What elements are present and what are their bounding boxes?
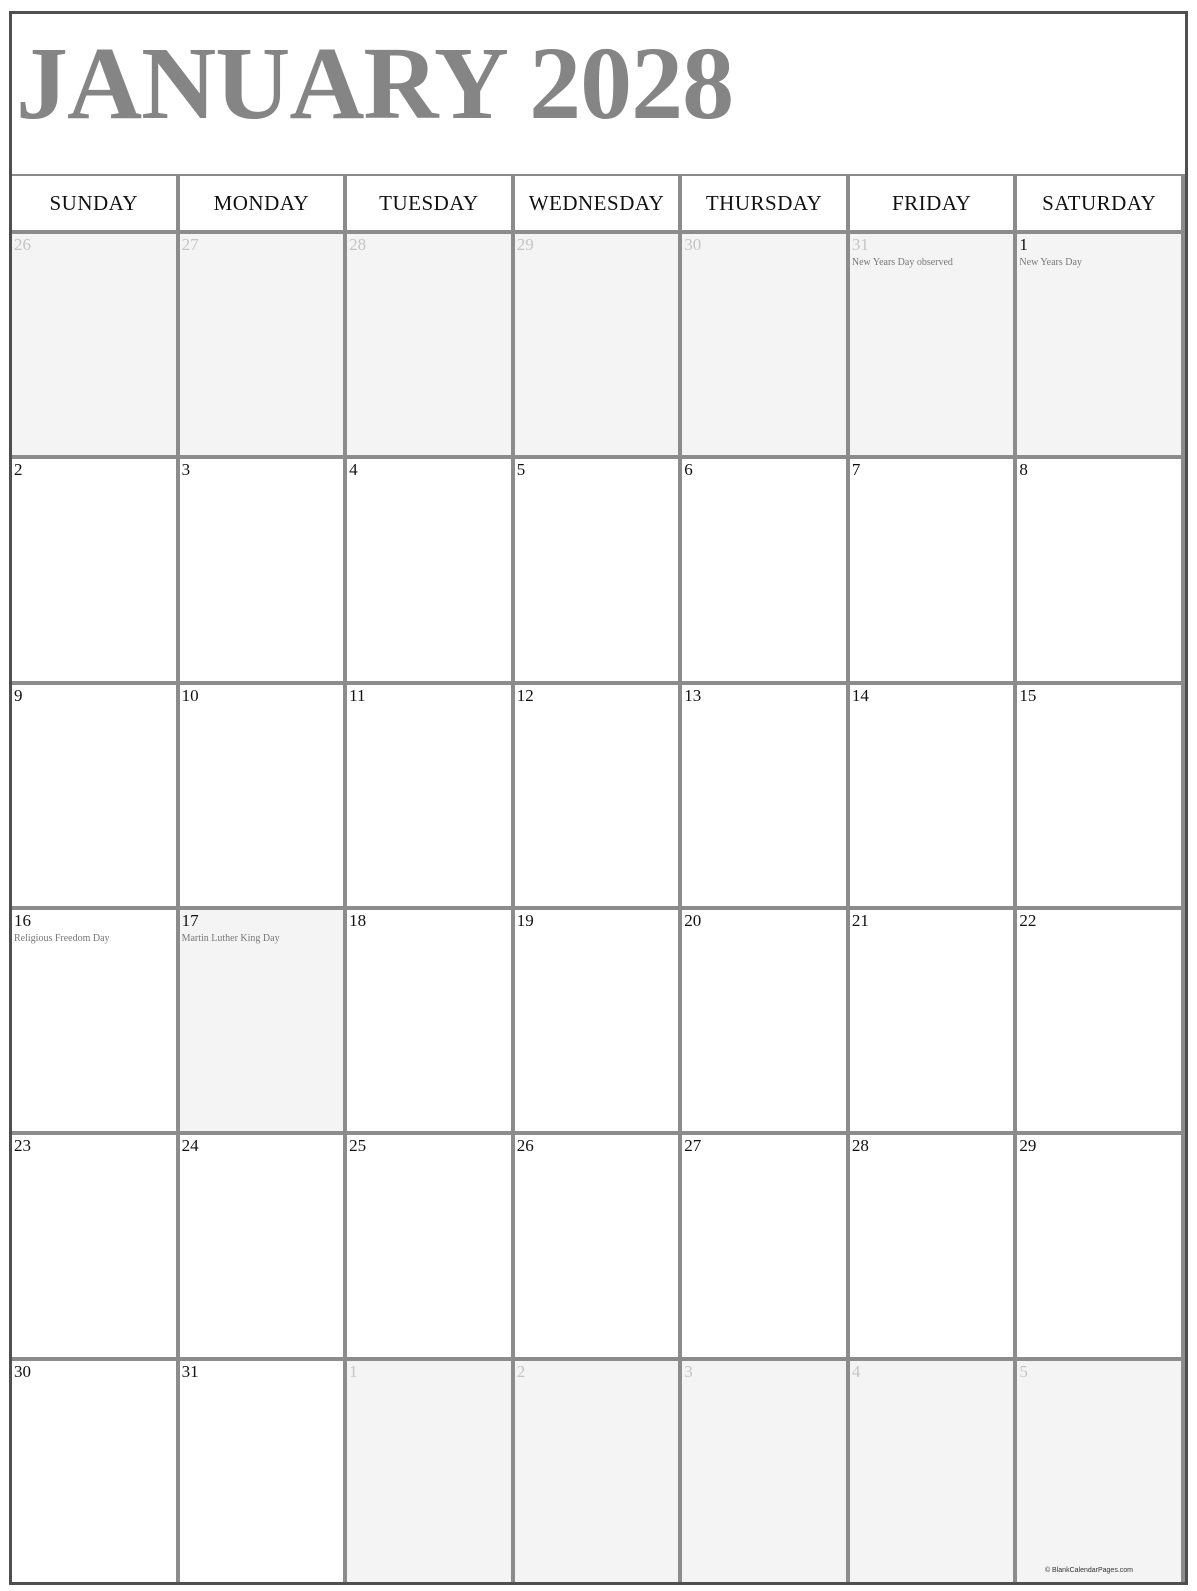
day-number: 13	[684, 685, 702, 705]
day-cell	[180, 1361, 344, 1582]
adjacent-month-day-cell	[682, 1361, 846, 1582]
day-cell	[850, 459, 1014, 680]
day-number: 28	[851, 1136, 869, 1156]
adjacent-month-day-cell	[12, 234, 176, 455]
day-number: 3	[684, 1361, 693, 1381]
day-number: 26	[14, 235, 31, 254]
month-title: JANUARY 2028	[16, 26, 734, 141]
day-number: 14	[851, 685, 869, 705]
day-number: 24	[181, 1136, 199, 1156]
day-cell	[180, 910, 344, 1131]
adjacent-month-day-cell	[850, 1361, 1014, 1582]
day-number: 5	[516, 460, 526, 480]
day-number: 29	[1019, 1136, 1037, 1156]
day-number: 2	[14, 460, 23, 480]
day-number: 18	[349, 910, 367, 930]
day-number: 1	[349, 1361, 358, 1381]
day-number: 17	[181, 910, 199, 930]
weekday-header-thursday: THURSDAY	[682, 176, 846, 230]
day-cell	[180, 1135, 344, 1356]
holiday-label: New Years Day observed	[851, 257, 953, 268]
day-number: 30	[14, 1361, 31, 1381]
day-number: 31	[851, 235, 869, 254]
day-number: 4	[851, 1361, 861, 1381]
day-cell	[682, 1135, 846, 1356]
day-number: 11	[349, 685, 366, 705]
day-number: 8	[1019, 460, 1028, 480]
day-cell	[1017, 685, 1181, 906]
day-number: 27	[181, 235, 199, 254]
day-cell	[682, 459, 846, 680]
holiday-label: Martin Luther King Day	[181, 932, 280, 944]
day-number: 2	[516, 1361, 526, 1381]
adjacent-month-day-cell	[180, 234, 344, 455]
day-number: 5	[1019, 1361, 1028, 1381]
day-number: 16	[14, 910, 31, 930]
day-number: 28	[349, 235, 367, 254]
calendar-grid	[12, 176, 1185, 1582]
day-number: 9	[14, 685, 23, 705]
day-cell	[682, 910, 846, 1131]
day-cell	[12, 459, 176, 680]
adjacent-month-day-cell	[347, 1361, 511, 1582]
day-number: 10	[181, 685, 199, 705]
adjacent-month-day-cell	[1017, 1361, 1181, 1582]
day-cell	[347, 1135, 511, 1356]
day-cell	[515, 459, 679, 680]
day-cell	[1017, 1135, 1181, 1356]
weekday-header-sunday: SUNDAY	[12, 176, 176, 230]
weekday-header-tuesday: TUESDAY	[347, 176, 511, 230]
day-number: 27	[684, 1136, 702, 1156]
day-number: 20	[684, 910, 702, 930]
day-cell	[515, 910, 679, 1131]
day-cell	[1017, 234, 1181, 455]
day-cell	[12, 685, 176, 906]
day-number: 6	[684, 460, 693, 480]
day-cell	[347, 459, 511, 680]
day-number: 26	[516, 1136, 534, 1156]
day-number: 3	[181, 460, 191, 480]
holiday-label: New Years Day	[1019, 257, 1082, 268]
adjacent-month-day-cell	[682, 234, 846, 455]
day-cell	[682, 685, 846, 906]
day-cell	[12, 910, 176, 1131]
day-number: 21	[851, 910, 869, 930]
day-cell	[1017, 459, 1181, 680]
day-cell	[850, 1135, 1014, 1356]
adjacent-month-day-cell	[515, 1361, 679, 1582]
adjacent-month-day-cell	[515, 234, 679, 455]
day-number: 25	[349, 1136, 367, 1156]
day-cell	[12, 1361, 176, 1582]
day-number: 7	[851, 460, 861, 480]
adjacent-month-day-cell	[850, 234, 1014, 455]
day-cell	[515, 1135, 679, 1356]
day-number: 12	[516, 685, 534, 705]
day-cell	[1017, 910, 1181, 1131]
day-cell	[347, 910, 511, 1131]
credit-text: © BlankCalendarPages.com	[1044, 1567, 1133, 1574]
day-number: 29	[516, 235, 534, 254]
day-cell	[515, 685, 679, 906]
weekday-header-saturday: SATURDAY	[1017, 176, 1181, 230]
title-bar	[12, 14, 1185, 176]
holiday-label: Religious Freedom Day	[14, 932, 110, 944]
day-cell	[180, 459, 344, 680]
adjacent-month-day-cell	[347, 234, 511, 455]
day-number: 4	[349, 460, 358, 480]
day-cell	[12, 1135, 176, 1356]
day-number: 23	[14, 1136, 31, 1156]
weekday-header-friday: FRIDAY	[850, 176, 1014, 230]
day-number: 31	[181, 1361, 199, 1381]
calendar-page	[9, 11, 1188, 1585]
day-number: 19	[516, 910, 534, 930]
weekday-header-monday: MONDAY	[180, 176, 344, 230]
day-number: 30	[684, 235, 702, 254]
weekday-header-wednesday: WEDNESDAY	[515, 176, 679, 230]
day-cell	[180, 685, 344, 906]
day-number: 22	[1019, 910, 1037, 930]
day-number: 15	[1019, 685, 1037, 705]
day-cell	[347, 685, 511, 906]
day-cell	[850, 910, 1014, 1131]
day-number: 1	[1019, 235, 1028, 254]
day-cell	[850, 685, 1014, 906]
